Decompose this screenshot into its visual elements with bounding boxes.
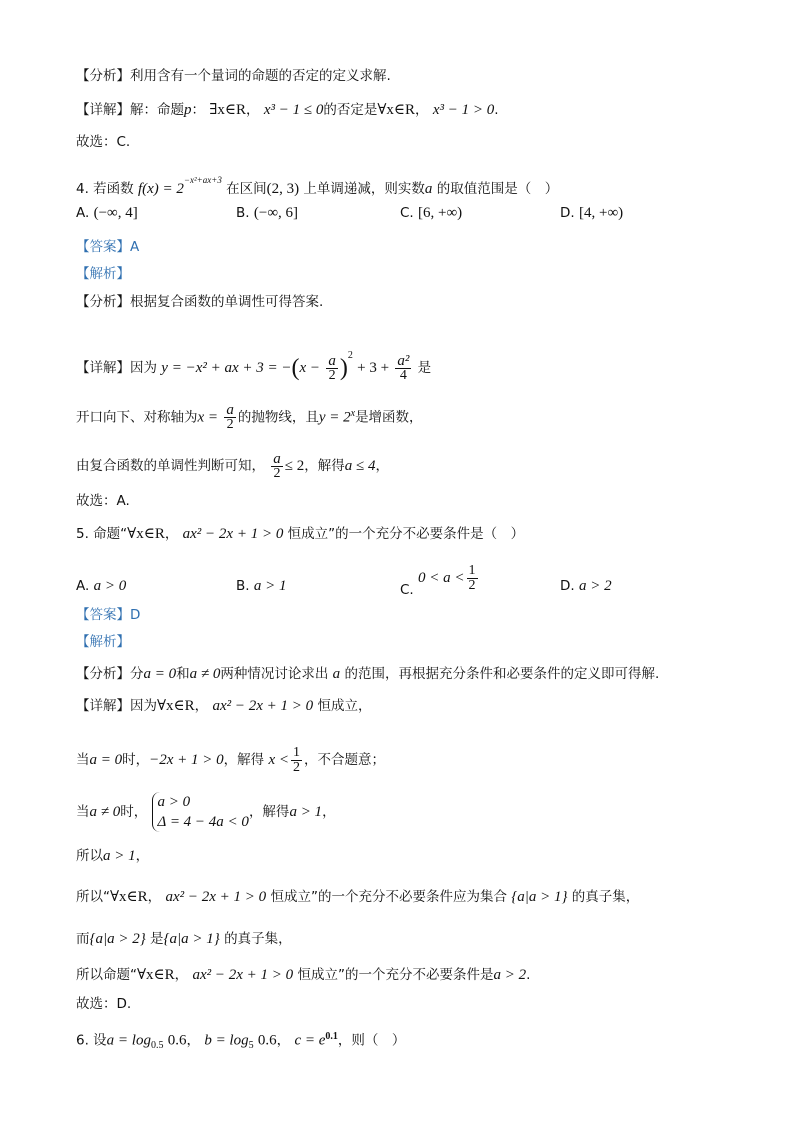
q4-stem-a: 4. 若函数 xyxy=(76,181,134,197)
math-x-eq: x = xyxy=(197,409,219,426)
text: ，解得 xyxy=(248,804,290,820)
q5-conclusion-2 xyxy=(76,929,292,949)
option-value: a > 0 xyxy=(93,578,127,594)
text: 恒成立”的一个充分不必要条件是（ ） xyxy=(287,526,525,542)
fraction-1-over-2 xyxy=(467,564,478,593)
denominator: 2 xyxy=(273,465,281,481)
q5-conclusion-1 xyxy=(76,887,639,907)
text: 是增函数， xyxy=(355,409,423,426)
q5-case-1 xyxy=(76,738,385,782)
option-value: 0 < a < xyxy=(418,570,465,586)
option-letter: C. xyxy=(400,582,414,598)
text: ， xyxy=(164,526,179,542)
q4-detail-1 xyxy=(76,332,431,392)
q4-option-d xyxy=(560,205,623,222)
text: ， xyxy=(194,698,209,714)
text: ， xyxy=(186,1032,201,1049)
analysis-line-q3: 【分析】利用含有一个量词的命题的否定的定义求解. xyxy=(76,68,391,84)
math-ineq: ax² − 2x + 1 > 0 xyxy=(182,526,284,542)
fraction-1-over-2 xyxy=(291,746,302,775)
option-letter: B. xyxy=(236,205,250,221)
option-letter: D. xyxy=(560,578,575,594)
text: 由复合函数的单调性判断可知， xyxy=(76,458,265,474)
denominator: 2 xyxy=(292,759,300,775)
q4-eq-lhs: y = −x² + ax + 3 = − xyxy=(161,360,292,376)
math-ineq: ax² − 2x + 1 > 0 xyxy=(165,889,267,905)
text: 当 xyxy=(76,804,90,820)
q4-detail-3 xyxy=(76,444,389,488)
math-exp-power: 0.1 xyxy=(325,1031,338,1042)
q4-solution-tag: 【解析】 xyxy=(76,266,130,282)
option-value: [4, +∞) xyxy=(578,205,624,221)
q4-detail-prefix: 【详解】因为 xyxy=(76,360,157,376)
math: a ≠ 0 xyxy=(189,666,221,682)
text: 所以“ xyxy=(76,889,110,905)
question-4 xyxy=(76,170,558,199)
fraction-a-over-2 xyxy=(326,354,338,383)
q4-stem-c: 上单调递减，则实数 xyxy=(303,181,425,197)
math-log: a = log xyxy=(106,1032,151,1049)
text: 恒成立”的一个充分不必要条件应为集合 xyxy=(270,889,507,905)
denominator: 2 xyxy=(468,577,476,593)
math-set: {a|a > 1} xyxy=(511,889,568,905)
q4-stem-b: 在区间 xyxy=(226,181,267,197)
text: 开口向下、对称轴为 xyxy=(76,409,198,426)
math: a > 1 xyxy=(103,848,136,864)
system-row-1: a > 0 xyxy=(157,794,191,810)
detail-line-q3 xyxy=(76,100,499,120)
text: 所以 xyxy=(76,848,103,864)
text-colon: ： xyxy=(191,102,205,118)
text: ， xyxy=(174,967,189,983)
text: ， xyxy=(276,1032,291,1049)
option-value: a > 1 xyxy=(253,578,287,594)
math-log-base: 0.5 xyxy=(150,1040,164,1052)
text: ，不合题意； xyxy=(303,752,385,768)
q5-option-a xyxy=(76,578,126,595)
math-p: p xyxy=(184,102,192,118)
math-forall: ∀x∈R xyxy=(127,526,165,542)
text: ，则（ ） xyxy=(337,1032,406,1049)
q5-choice: 故选：D. xyxy=(76,996,132,1012)
text: 【分析】分 xyxy=(76,666,144,682)
option-letter: D. xyxy=(560,205,575,221)
text: 的抛物线，且 xyxy=(237,409,319,426)
math-forall: ∀x∈R xyxy=(137,967,175,983)
text: ， xyxy=(147,889,162,905)
text: 时， xyxy=(122,752,150,768)
q5-option-c xyxy=(400,558,480,610)
q5-solution-tag: 【解析】 xyxy=(76,634,130,650)
text: 当 xyxy=(76,752,90,768)
q4-interval: (2, 3) xyxy=(266,181,300,197)
math: −2x + 1 > 0 xyxy=(149,752,224,768)
math-ineq2: x³ − 1 > 0 xyxy=(432,102,495,118)
question-5 xyxy=(76,524,524,544)
q5-option-b xyxy=(236,578,286,595)
text: 的范围，再根据充分条件和必要条件的定义即可得解. xyxy=(344,666,660,682)
system-row-2: Δ = 4 − 4a < 0 xyxy=(157,814,249,830)
numerator: a xyxy=(273,450,281,467)
text: 6. 设 xyxy=(76,1032,107,1049)
text: 【详解】因为 xyxy=(76,698,157,714)
numerator: a xyxy=(226,402,234,418)
text: ，解得 xyxy=(304,458,345,474)
math-exists: ∃x∈R xyxy=(209,102,247,118)
question-6 xyxy=(76,1027,405,1056)
numerator: a² xyxy=(397,352,410,369)
text: 而 xyxy=(76,931,90,947)
text-end: . xyxy=(494,102,499,118)
math: a = 0 xyxy=(89,752,123,768)
square: 2 xyxy=(347,350,353,361)
denominator: 2 xyxy=(328,367,336,383)
numerator: 1 xyxy=(468,562,476,578)
q4-var: a xyxy=(424,181,433,197)
math-le-2: ≤ 2 xyxy=(284,458,305,474)
text: 恒成立”的一个充分不必要条件是 xyxy=(297,967,494,983)
text: 5. 命题“ xyxy=(76,526,128,542)
detail-prefix: 【详解】解：命题 xyxy=(76,102,184,118)
math-log-arg: 0.6 xyxy=(257,1032,277,1049)
q5-so xyxy=(76,846,149,866)
text: 时， xyxy=(120,804,148,820)
q5-detail-1 xyxy=(76,696,371,716)
fraction-a-over-2 xyxy=(271,452,283,481)
math: a > 2 xyxy=(493,967,527,983)
text: 恒成立， xyxy=(317,698,372,714)
text: 是 xyxy=(150,931,164,947)
math: x < xyxy=(268,752,289,768)
math-ineq: ax² − 2x + 1 > 0 xyxy=(212,698,314,714)
q4-detail-2 xyxy=(76,392,423,440)
option-letter: A. xyxy=(76,205,90,221)
text: 的真子集， xyxy=(571,889,640,905)
math: a > 1 xyxy=(289,804,323,820)
text: 所以命题“ xyxy=(76,967,137,983)
math-forall: ∀x∈R xyxy=(157,698,195,714)
system-of-inequalities xyxy=(152,792,249,832)
math-ineq1: x³ − 1 ≤ 0 xyxy=(263,102,324,118)
text-sep: ， xyxy=(246,102,260,118)
q4-choice: 故选：A. xyxy=(76,493,130,509)
math-log-arg: 0.6 xyxy=(167,1032,187,1049)
math-forall: ∀x∈R xyxy=(110,889,148,905)
paren-left: ( xyxy=(291,355,300,381)
text-sep: ， xyxy=(415,102,429,118)
math: a xyxy=(332,666,341,682)
math-log: b = log xyxy=(204,1032,249,1049)
q4-analysis: 【分析】根据复合函数的单调性可得答案. xyxy=(76,294,324,310)
q5-conclusion-3 xyxy=(76,965,530,985)
math: a = 0 xyxy=(143,666,177,682)
math-result: a ≤ 4 xyxy=(344,458,376,474)
text: ， xyxy=(322,804,336,820)
q4-stem-d: 的取值范围是（ ） xyxy=(436,181,559,197)
paren-right: ) xyxy=(339,355,348,381)
option-value: [6, +∞) xyxy=(418,205,463,221)
text: . xyxy=(526,967,531,983)
q5-analysis xyxy=(76,664,659,684)
q4-option-c xyxy=(400,205,462,222)
option-value: a > 2 xyxy=(578,578,612,594)
option-value: (−∞, 4] xyxy=(93,205,138,221)
math-ineq: ax² − 2x + 1 > 0 xyxy=(192,967,294,983)
math-log-base: 5 xyxy=(248,1040,254,1052)
text-mid: 的否定是 xyxy=(323,102,378,118)
text: ， xyxy=(375,458,390,474)
math-set: {a|a > 1} xyxy=(163,931,220,947)
option-letter: A. xyxy=(76,578,90,594)
option-value: (−∞, 6] xyxy=(253,205,299,221)
text: 两种情况讨论求出 xyxy=(220,666,329,682)
math-y-eq: y = 2 xyxy=(318,409,351,426)
math-exp: c = e xyxy=(294,1032,326,1049)
text: ， xyxy=(135,848,150,864)
q4-eq-x: x − xyxy=(299,360,321,376)
denominator: 2 xyxy=(226,417,234,432)
q4-answer-tag: 【答案】A xyxy=(76,239,140,255)
denominator: 4 xyxy=(399,367,407,383)
q4-exponent: −x²+ax+3 xyxy=(183,175,222,185)
q5-option-d xyxy=(560,578,612,595)
math-forall: ∀x∈R xyxy=(377,102,416,118)
q5-answer-tag: 【答案】D xyxy=(76,607,141,623)
q4-option-a xyxy=(76,205,138,222)
numerator: 1 xyxy=(292,744,300,760)
option-letter: C. xyxy=(400,205,414,221)
fraction-a-over-2 xyxy=(224,403,236,432)
fraction-a2-over-4 xyxy=(395,354,411,383)
numerator: a xyxy=(328,352,336,369)
text: 的真子集， xyxy=(224,931,292,947)
q4-option-b xyxy=(236,205,298,222)
text: ，解得 xyxy=(223,752,265,768)
math: a ≠ 0 xyxy=(89,804,121,820)
option-letter: B. xyxy=(236,578,250,594)
math-set: {a|a > 2} xyxy=(89,931,146,947)
q5-case-2 xyxy=(76,790,336,834)
answer-choice-q3: 故选：C. xyxy=(76,134,131,150)
math-exponent-x: x xyxy=(350,408,356,419)
q4-shi: 是 xyxy=(417,360,432,376)
q4-eq-plus: + 3 + xyxy=(357,360,390,376)
text: 和 xyxy=(176,666,190,682)
q4-function: f(x) = 2 xyxy=(137,181,184,197)
